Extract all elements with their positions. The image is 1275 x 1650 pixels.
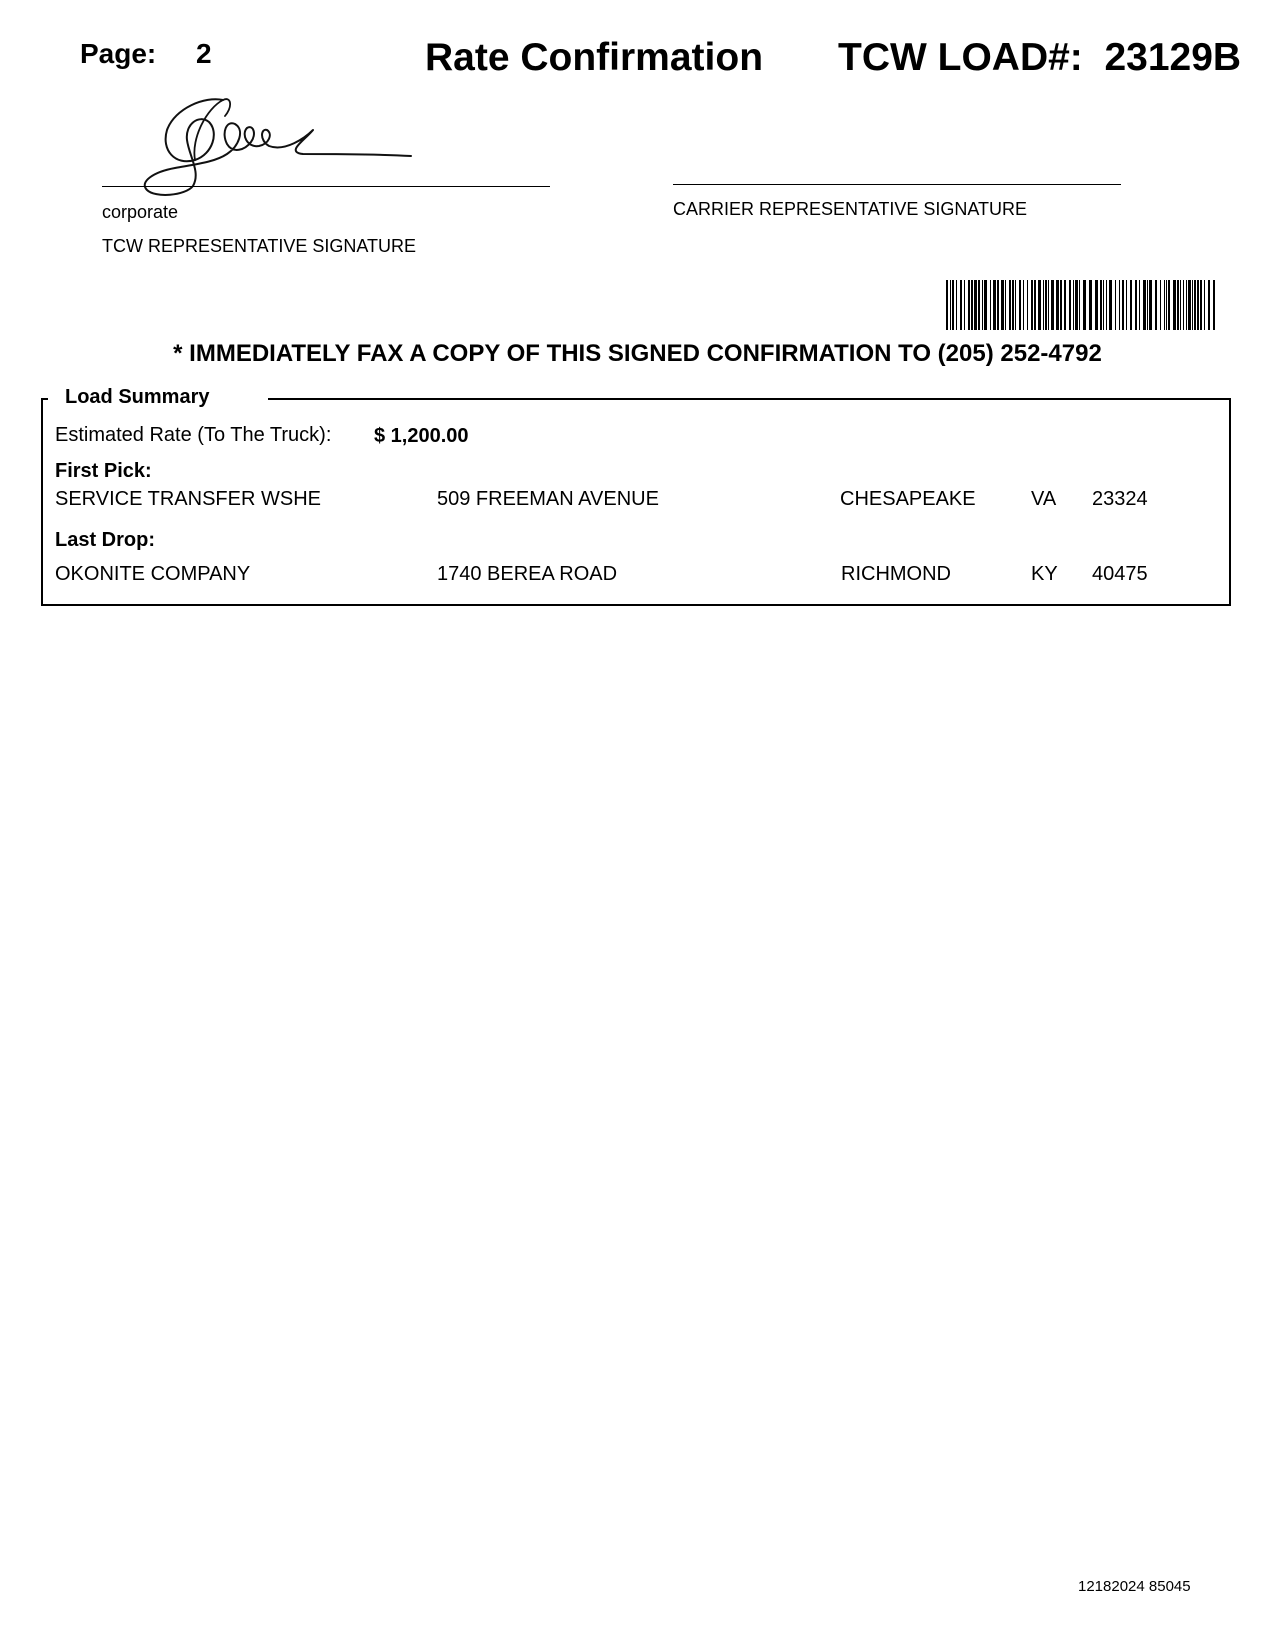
barcode-bar	[1164, 280, 1165, 330]
barcode-bar	[1147, 280, 1148, 330]
barcode-bar	[1001, 280, 1004, 330]
barcode-bar	[1075, 280, 1078, 330]
barcode-bar	[1143, 280, 1146, 330]
barcode-bar	[1173, 280, 1176, 330]
barcode-bar	[1126, 280, 1127, 330]
estimated-rate-label: Estimated Rate (To The Truck):	[55, 424, 332, 446]
barcode-bar	[993, 280, 996, 330]
barcode-bar	[1060, 280, 1062, 330]
barcode-bar	[1045, 280, 1047, 330]
carrier-signature-label: CARRIER REPRESENTATIVE SIGNATURE	[673, 199, 1028, 219]
barcode-bar	[1194, 280, 1196, 330]
first-pick-name: SERVICE TRANSFER WSHE	[55, 488, 321, 510]
barcode-bar	[1012, 280, 1014, 330]
barcode-bar	[1034, 280, 1036, 330]
first-pick-city: CHESAPEAKE	[840, 488, 976, 510]
barcode-bar	[1186, 280, 1187, 330]
barcode-bar	[974, 280, 977, 330]
barcode-bar	[1168, 280, 1170, 330]
barcode-bar	[984, 280, 987, 330]
barcode-bar	[1079, 280, 1080, 330]
barcode-bar	[1197, 280, 1199, 330]
barcode-bar	[968, 280, 970, 330]
handwritten-signature	[135, 88, 435, 208]
barcode	[946, 280, 1220, 330]
barcode-bar	[978, 280, 980, 330]
barcode-bar	[1183, 280, 1184, 330]
barcode-bar	[1100, 280, 1102, 330]
barcode-bar	[1122, 280, 1124, 330]
barcode-bar	[946, 280, 948, 330]
first-pick-label: First Pick:	[55, 460, 152, 482]
tcw-signature-label: TCW REPRESENTATIVE SIGNATURE	[102, 236, 417, 256]
barcode-bar	[1009, 280, 1011, 330]
barcode-bar	[1204, 280, 1205, 330]
first-pick-zip: 23324	[1092, 488, 1148, 510]
barcode-bar	[956, 280, 957, 330]
barcode-bar	[1083, 280, 1086, 330]
estimated-rate-value: $ 1,200.00	[374, 425, 469, 447]
barcode-bar	[1069, 280, 1071, 330]
barcode-bar	[1135, 280, 1137, 330]
barcode-bar	[1103, 280, 1104, 330]
barcode-bar	[1073, 280, 1074, 330]
tcw-signature-line	[102, 186, 550, 187]
last-drop-city: RICHMOND	[841, 563, 951, 585]
page-label: Page:	[80, 38, 157, 69]
barcode-bar	[971, 280, 973, 330]
last-drop-zip: 40475	[1092, 563, 1148, 585]
barcode-bar	[1023, 280, 1024, 330]
fax-notice: * IMMEDIATELY FAX A COPY OF THIS SIGNED CONFIRMATION TO (205) 252-4792	[173, 340, 1102, 367]
barcode-bar	[1019, 280, 1021, 330]
document-title: Rate Confirmation	[425, 36, 764, 79]
barcode-bar	[1115, 280, 1116, 330]
barcode-bar	[1208, 280, 1210, 330]
barcode-bar	[1200, 280, 1202, 330]
barcode-bar	[1043, 280, 1044, 330]
first-pick-state: VA	[1031, 488, 1057, 510]
barcode-bar	[1051, 280, 1054, 330]
barcode-bar	[1155, 280, 1157, 330]
barcode-bar	[1048, 280, 1049, 330]
last-drop-label: Last Drop:	[55, 529, 155, 551]
load-number-label: TCW LOAD#:	[838, 36, 1083, 79]
barcode-bar	[1109, 280, 1112, 330]
barcode-bar	[964, 280, 965, 330]
barcode-bar	[1192, 280, 1193, 330]
barcode-bar	[1180, 280, 1181, 330]
barcode-bar	[982, 280, 983, 330]
barcode-bar	[952, 280, 954, 330]
barcode-bar	[1119, 280, 1120, 330]
tcw-signer-name: corporate	[102, 202, 179, 222]
load-number	[838, 36, 1241, 80]
barcode-bar	[1188, 280, 1191, 330]
legend-corner-tick	[41, 398, 43, 406]
barcode-bar	[1160, 280, 1161, 330]
footer-code: 12182024 85045	[1078, 1578, 1191, 1595]
barcode-bar	[1166, 280, 1167, 330]
barcode-bar	[1177, 280, 1179, 330]
barcode-bar	[990, 280, 991, 330]
barcode-bar	[1031, 280, 1033, 330]
barcode-bar	[1139, 280, 1140, 330]
last-drop-name: OKONITE COMPANY	[55, 563, 251, 585]
first-pick-address: 509 FREEMAN AVENUE	[437, 488, 659, 510]
barcode-bar	[1089, 280, 1092, 330]
barcode-bar	[1015, 280, 1016, 330]
barcode-bar	[1130, 280, 1132, 330]
barcode-bar	[997, 280, 999, 330]
barcode-bar	[1056, 280, 1059, 330]
barcode-bar	[1149, 280, 1152, 330]
barcode-bar	[1213, 280, 1215, 330]
load-number-value: 23129B	[1104, 36, 1242, 79]
carrier-signature-line[interactable]	[673, 184, 1121, 185]
last-drop-state: KY	[1031, 563, 1058, 585]
barcode-bar	[960, 280, 962, 330]
barcode-bar	[1095, 280, 1098, 330]
barcode-bar	[1027, 280, 1028, 330]
load-summary-legend: Load Summary	[55, 386, 219, 409]
page-number: 2	[196, 38, 212, 69]
barcode-bar	[1106, 280, 1107, 330]
last-drop-address: 1740 BEREA ROAD	[437, 563, 618, 585]
barcode-bar	[1064, 280, 1066, 330]
barcode-bar	[1005, 280, 1006, 330]
barcode-bar	[1038, 280, 1041, 330]
barcode-bar	[950, 280, 951, 330]
